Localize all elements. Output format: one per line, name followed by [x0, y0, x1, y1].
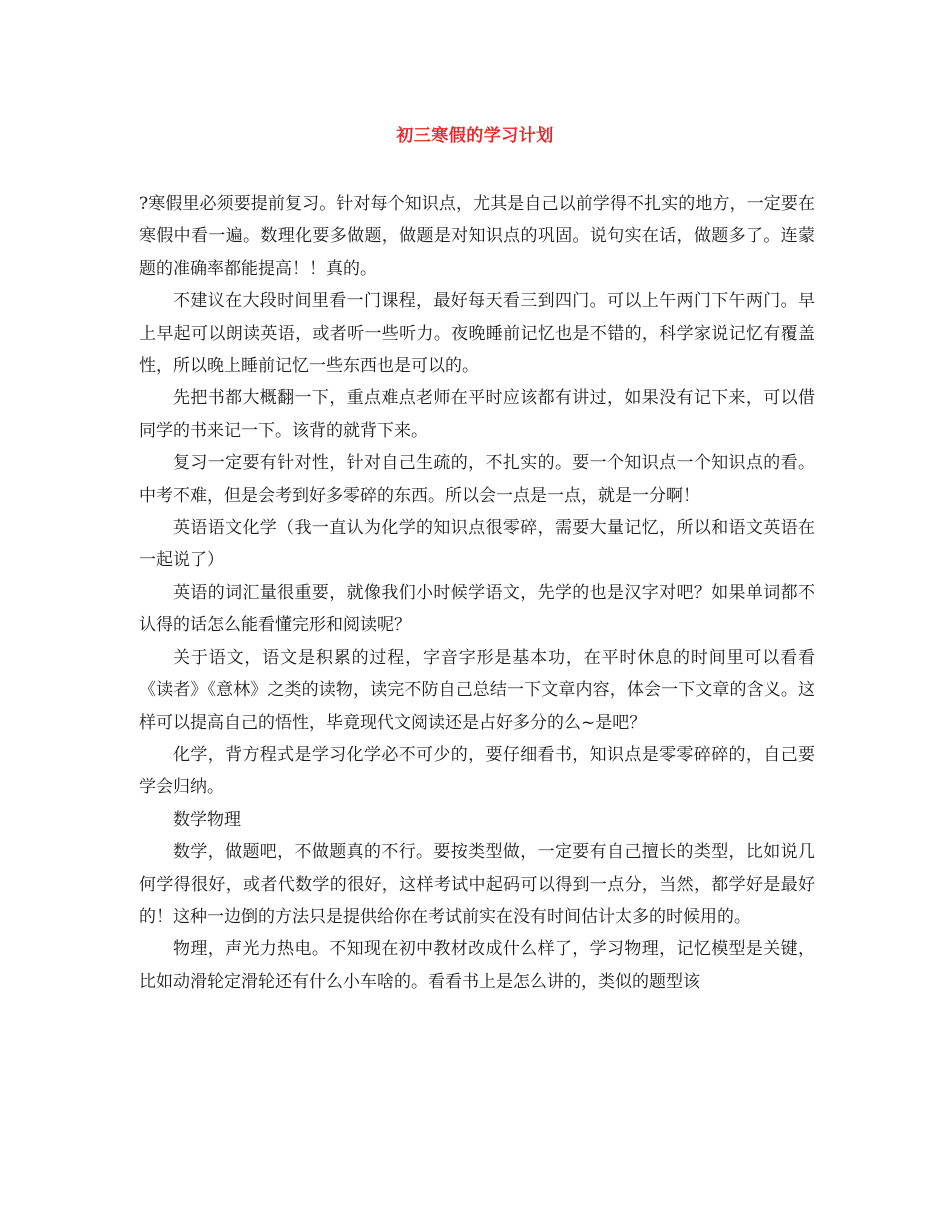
- section-heading-math-physics: 数学物理: [173, 809, 241, 830]
- paragraph-8: 化学，背方程式是学习化学必不可少的，要仔细看书，知识点是零零碎碎的，自己要学会归纳。: [139, 744, 815, 798]
- paragraph-3: 先把书都大概翻一下，重点难点老师在平时应该都有讲过，如果没有记下来，可以借同学的书来记一下。该背的就背下来。: [139, 388, 815, 441]
- document-body: [139, 188, 815, 998]
- paragraph-1: ?寒假里必须要提前复习。针对每个知识点，尤其是自己以前学得不扎实的地方，一定要在寒假中看一遍。数理化要多做题，做题是对知识点的巩固。说句实在话，做题多了。连蒙题的准确率都能提高！！真的。: [139, 194, 815, 279]
- paragraph-2: 不建议在大段时间里看一门课程，最好每天看三到四门。可以上午两门下午两门。早上早起可以朗读英语，或者听一些听力。夜晚睡前记忆也是不错的，科学家说记忆有覆盖性，所以晚上睡前记忆一些东西也是可以的。: [139, 291, 815, 377]
- paragraph-4: 复习一定要有针对性，针对自己生疏的，不扎实的。要一个知识点一个知识点的看。中考不难，但是会考到好多零碎的东西。所以会一点是一点，就是一分啊！: [139, 453, 815, 506]
- paragraph-10: 数学，做题吧，不做题真的不行。要按类型做，一定要有自己擅长的类型，比如说几何学得很好，或者代数学的很好，这样考试中起码可以得到一点分，当然，都学好是最好的！这种一边倒的方法只是提供给你在考试前实在没有时间估计太多的时候用的。: [139, 842, 815, 927]
- paragraph-7: 关于语文，语文是积累的过程，字音字形是基本功，在平时休息的时间里可以看看《读者》《意林》之类的读物，读完不防自己总结一下文章内容，体会一下文章的含义。这样可以提高自己的悟性，毕竟现代文阅读还是占好多分的么~是吧？: [139, 647, 815, 733]
- paragraph-11: 物理，声光力热电。不知现在初中教材改成什么样了，学习物理，记忆模型是关键，比如动滑轮定滑轮还有什么小车啥的。看看书上是怎么讲的，类似的题型该: [139, 939, 815, 992]
- document-title: 初三寒假的学习计划: [396, 126, 554, 146]
- paragraph-5: 英语语文化学（我一直认为化学的知识点很零碎，需要大量记忆，所以和语文英语在一起说了）: [139, 518, 815, 571]
- paragraph-6: 英语的词汇量很重要，就像我们小时候学语文，先学的也是汉字对吧？如果单词都不认得的话怎么能看懂完形和阅读呢？: [139, 582, 815, 636]
